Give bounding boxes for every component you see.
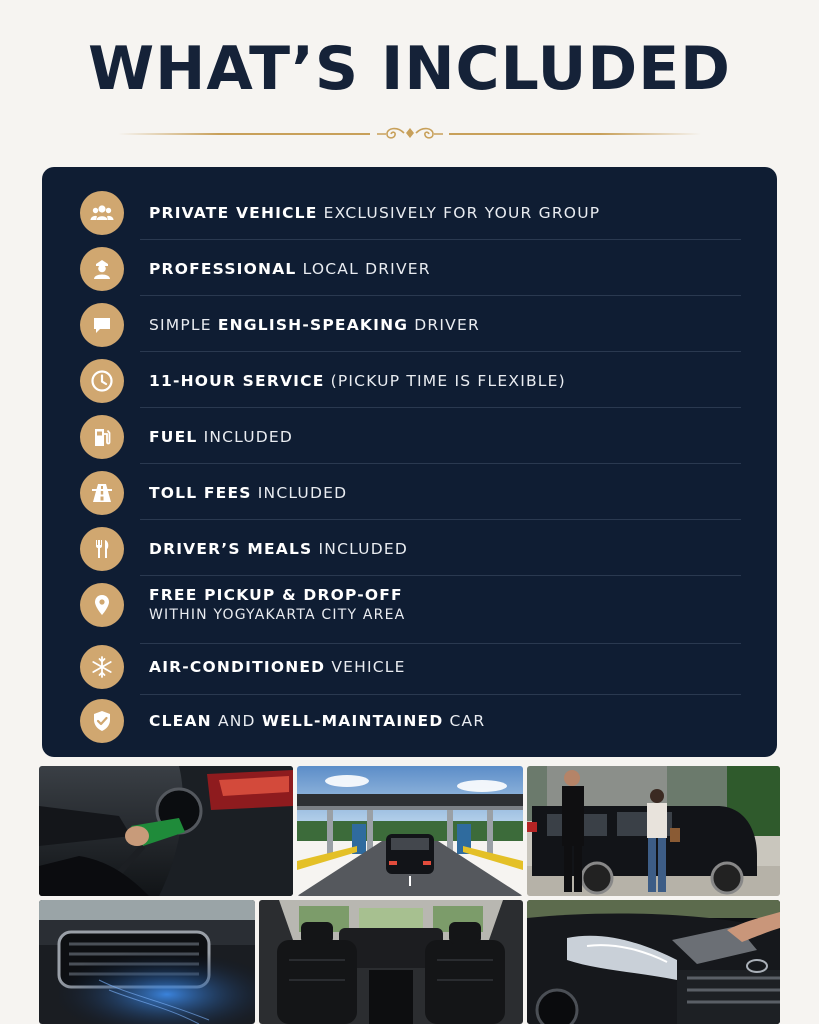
pickup-photo [527, 766, 780, 896]
interior-seats-photo [259, 900, 523, 1024]
item-subtext: WITHIN YOGYAKARTA CITY AREA [149, 607, 406, 623]
toll-gate-photo [297, 766, 523, 896]
chat-bubble-icon [80, 303, 124, 347]
item-text: PRIVATE VEHICLE EXCLUSIVELY FOR YOUR GROUP [149, 204, 601, 222]
refueling-photo [39, 766, 293, 896]
fuel-pump-icon [80, 415, 124, 459]
inclusions-panel [42, 167, 777, 757]
flourish-icon [373, 124, 447, 144]
fork-knife-icon [80, 527, 124, 571]
item-text: TOLL FEES INCLUDED [149, 484, 348, 502]
item-text: 11-HOUR SERVICE (PICKUP TIME IS FLEXIBLE) [149, 372, 566, 390]
item-text: FREE PICKUP & DROP-OFF WITHIN YOGYAKARTA CITY AREA [149, 586, 406, 623]
map-pin-icon [80, 583, 124, 627]
group-icon [80, 191, 124, 235]
item-text: CLEAN AND WELL-MAINTAINED CAR [149, 712, 486, 730]
air-vent-photo [39, 900, 255, 1024]
shield-check-icon [80, 699, 124, 743]
page-title: WHAT’S INCLUDED [88, 34, 731, 104]
snowflake-icon [80, 645, 124, 689]
photo-grid [0, 763, 819, 1024]
item-text: SIMPLE ENGLISH-SPEAKING DRIVER [149, 316, 480, 334]
road-icon [80, 471, 124, 515]
item-text: DRIVER’S MEALS INCLUDED [149, 540, 408, 558]
clock-icon [80, 359, 124, 403]
car-cleaning-photo [527, 900, 780, 1024]
ornament-divider [118, 124, 701, 144]
driver-icon [80, 247, 124, 291]
item-text: PROFESSIONAL LOCAL DRIVER [149, 260, 431, 278]
item-text: FUEL INCLUDED [149, 428, 294, 446]
item-text: AIR-CONDITIONED VEHICLE [149, 658, 406, 676]
